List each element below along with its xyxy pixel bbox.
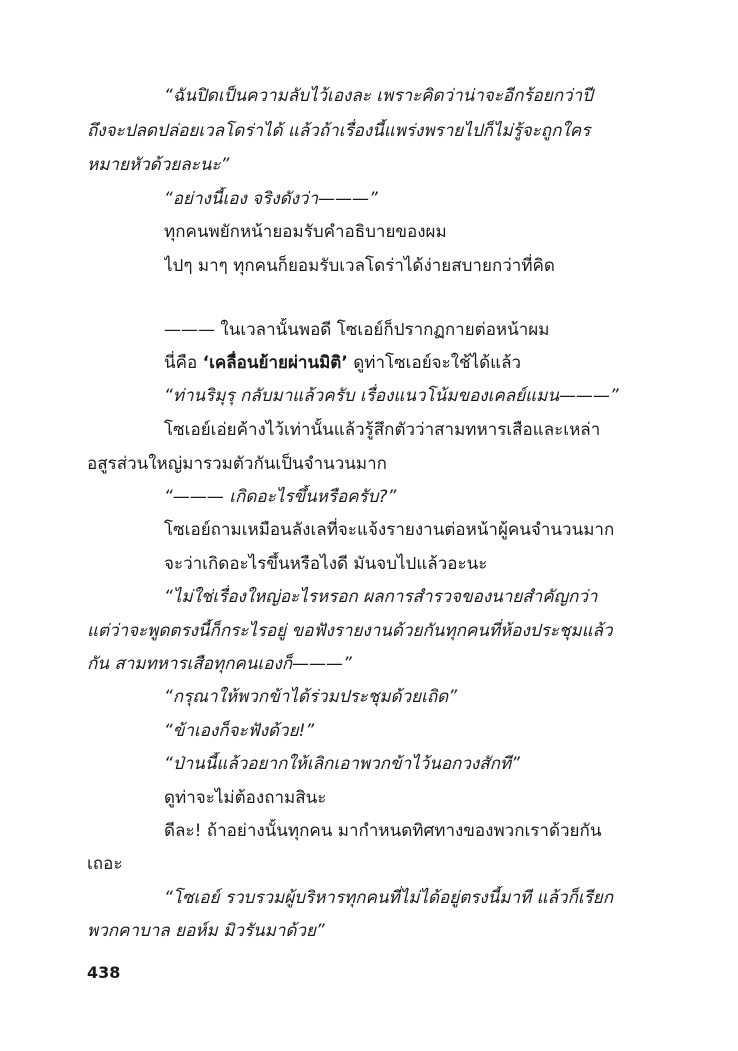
text-line: “ข้าเองก็จะฟังด้วย!”: [164, 721, 315, 741]
text-line: “ฉันปิดเป็นความลับไว้เองละ เพราะคิดว่าน่าจะอีกร้อยกว่าปี: [164, 86, 593, 106]
text-line: หมายหัวด้วยละนะ”: [87, 155, 230, 175]
text-line: ดีละ! ถ้าอย่างนั้นทุกคน มากำหนดทิศทางของพวกเราด้วยกัน: [164, 821, 602, 841]
text-line: “กรุณาให้พวกข้าได้ร่วมประชุมด้วยเถิด”: [164, 687, 458, 707]
text-line: “โซเอย์ รวบรวมผู้บริหารทุกคนที่ไม่ได้อยู่ตรงนี้มาที แล้วก็เรียก: [164, 888, 614, 908]
text-line: “ป่านนี้แล้วอยากให้เลิกเอาพวกข้าไว้นอกวงสักที”: [164, 754, 520, 774]
text-line: ——— ในเวลานั้นพอดี โซเอย์ก็ปรากฏกายต่อหน้าผม: [164, 320, 550, 340]
skill-name: ‘เคลื่อนย้ายผ่านมิติ’: [202, 353, 348, 373]
text-line: พวกคาบาล ยอห์ม มิวรันมาด้วย”: [87, 921, 325, 941]
text-line: อสูรส่วนใหญ่มารวมตัวกันเป็นจำนวนมาก: [87, 454, 387, 474]
text-line: จะว่าเกิดอะไรขึ้นหรือไงดี มันจบไปแล้วอะนะ: [164, 554, 488, 574]
page-number: 438: [87, 963, 121, 982]
text-line: ไปๆ มาๆ ทุกคนก็ยอมรับเวลโดร่าได้ง่ายสบายกว่าที่คิด: [164, 256, 555, 276]
text-line: ทุกคนพยักหน้ายอมรับคำอธิบายของผม: [164, 222, 447, 242]
text-line: “อย่างนี้เอง จริงดังว่า———”: [164, 189, 378, 209]
text-line: “ไม่ใช่เรื่องใหญ่อะไรหรอก ผลการสำรวจของนายสำคัญกว่า: [164, 587, 598, 607]
text-run: ดูท่าโซเอย์จะใช้ได้แล้ว: [347, 353, 522, 373]
text-line: โซเอย์เอ่ยค้างไว้เท่านั้นแล้วรู้สึกตัวว่าสามทหารเสือและเหล่า: [164, 420, 601, 440]
text-line: เถอะ: [87, 854, 123, 874]
text-line: [164, 351, 655, 375]
text-line: “ท่านริมุรุ กลับมาแล้วครับ เรื่องแนวโน้มของเคลย์แมน———”: [164, 386, 619, 406]
text-line: ดูท่าจะไม่ต้องถามสินะ: [164, 788, 327, 808]
text-line: กัน สามทหารเสือทุกคนเองก็———”: [87, 654, 352, 674]
text-line: ถึงจะปลดปล่อยเวลโดร่าได้ แล้วถ้าเรื่องนี้แพร่งพรายไปก็ไม่รู้จะถูกใคร: [87, 121, 591, 141]
text-run: นี่คือ: [164, 353, 203, 373]
text-line: โซเอย์ถามเหมือนลังเลที่จะแจ้งรายงานต่อหน้าผู้คนจำนวนมาก: [164, 520, 615, 540]
text-line: “——— เกิดอะไรขึ้นหรือครับ?”: [164, 487, 397, 507]
text-line: แต่ว่าจะพูดตรงนี้ก็กระไรอยู่ ขอฟังรายงานด้วยกันทุกคนที่ห้องประชุมแล้ว: [87, 621, 613, 641]
